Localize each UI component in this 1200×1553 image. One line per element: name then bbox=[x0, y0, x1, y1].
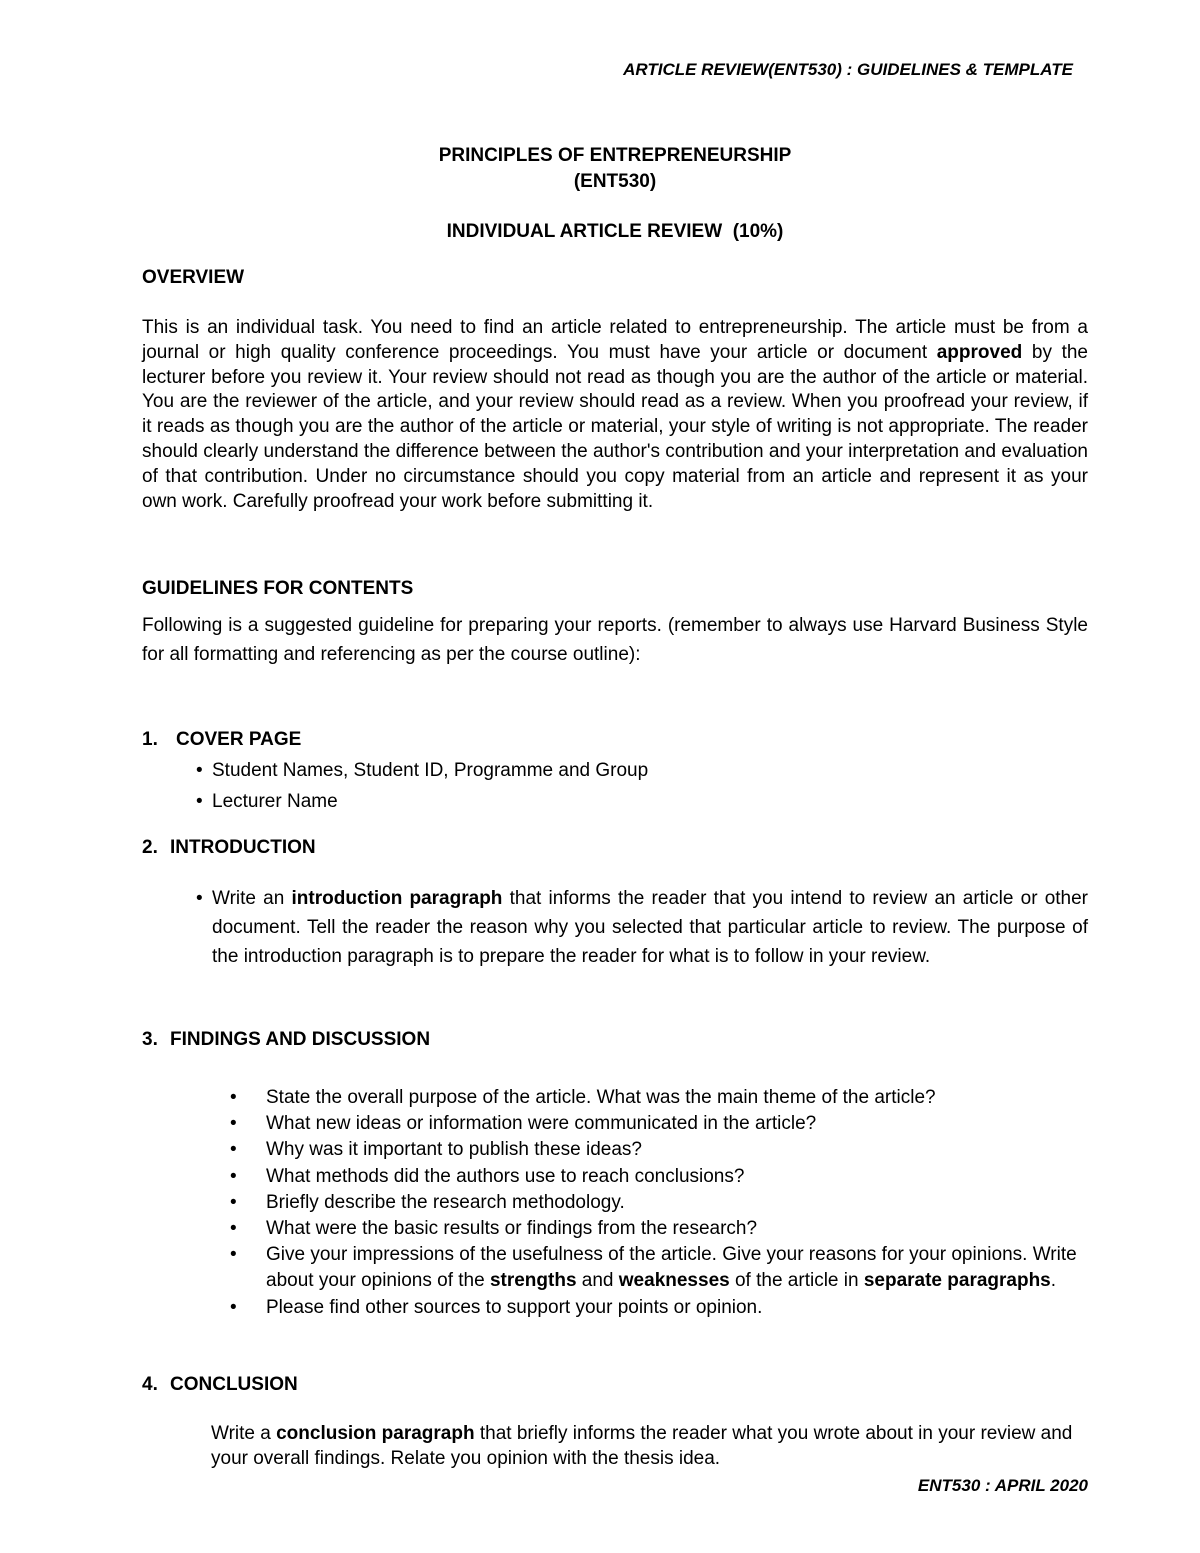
list-item: • Lecturer Name bbox=[196, 786, 648, 817]
introduction-heading: 2. INTRODUCTION bbox=[142, 837, 316, 858]
guidelines-paragraph: Following is a suggested guideline for preparing your reports. (remember to always use Harvard Business Style for all formatting and referencing as per the course outline): bbox=[142, 615, 1088, 665]
overview-paragraph: This is an individual task. You need to find an article related to entrepreneurship. The article must be from a journal or high quality conference proceedings. You must have your article or document approved by the lecturer before you review it. Your review should not read as though you are the author of the article or material. You are the reviewer of the article, and your review should read as a review. When you proofread your review, if it reads as though you are the author of the article or material, your style of writing is not appropriate. The reader should clearly understand the difference between the author's contribution and your interpretation and evaluation of that contribution. Under no circumstance should you copy material from an article and represent it as your own work. Carefully proofread your work before submitting it. bbox=[142, 317, 1088, 512]
list-item: • Why was it important to publish these ideas? bbox=[230, 1137, 1080, 1163]
list-item: • Briefly describe the research methodology. bbox=[230, 1190, 1080, 1216]
assignment-title: INDIVIDUAL ARTICLE REVIEW (10%) bbox=[446, 221, 784, 242]
title-block bbox=[0, 143, 1200, 245]
list-item: • State the overall purpose of the article. What was the main theme of the article? bbox=[230, 1085, 1080, 1111]
findings-list bbox=[230, 1085, 1080, 1321]
list-item: • What methods did the authors use to reach conclusions? bbox=[230, 1164, 1080, 1190]
introduction-item: • Write an introduction paragraph that informs the reader that you intend to review an article or other document. Tell the reader the reason why you selected that particular article to review. The purpose of the introduction paragraph is to prepare the reader for what is to follow in your review. bbox=[196, 884, 1088, 971]
cover-page-list bbox=[196, 755, 648, 817]
course-title: PRINCIPLES OF ENTREPRENEURSHIP bbox=[438, 145, 792, 166]
list-item: • Student Names, Student ID, Programme and Group bbox=[196, 755, 648, 786]
list-item: • What were the basic results or findings from the research? bbox=[230, 1216, 1080, 1242]
list-item: • What new ideas or information were communicated in the article? bbox=[230, 1111, 1080, 1137]
list-item: • Give your impressions of the usefulness of the article. Give your reasons for your opinions. Write about your opinions of the strengths and weaknesses of the article in separate paragraphs. bbox=[230, 1242, 1080, 1294]
list-item: • Please find other sources to support your points or opinion. bbox=[230, 1295, 1080, 1321]
cover-page-heading: 1. COVER PAGE bbox=[142, 729, 302, 750]
guidelines-heading: GUIDELINES FOR CONTENTS bbox=[142, 578, 414, 599]
conclusion-heading: 4. CONCLUSION bbox=[142, 1374, 298, 1395]
bullet-icon: • bbox=[196, 888, 203, 909]
footer-note: ENT530 : APRIL 2020 bbox=[917, 1476, 1088, 1495]
course-code: (ENT530) bbox=[573, 171, 657, 192]
approved-emphasis: approved bbox=[936, 341, 1023, 363]
findings-heading: 3. FINDINGS AND DISCUSSION bbox=[142, 1029, 431, 1050]
overview-heading: OVERVIEW bbox=[142, 267, 245, 288]
header-note: ARTICLE REVIEW(ENT530) : GUIDELINES & TEMPLATE bbox=[623, 60, 1073, 79]
conclusion-paragraph: Write a conclusion paragraph that briefly informs the reader what you wrote about in your review and your overall findings. Relate you opinion with the thesis idea. bbox=[211, 1423, 1073, 1469]
